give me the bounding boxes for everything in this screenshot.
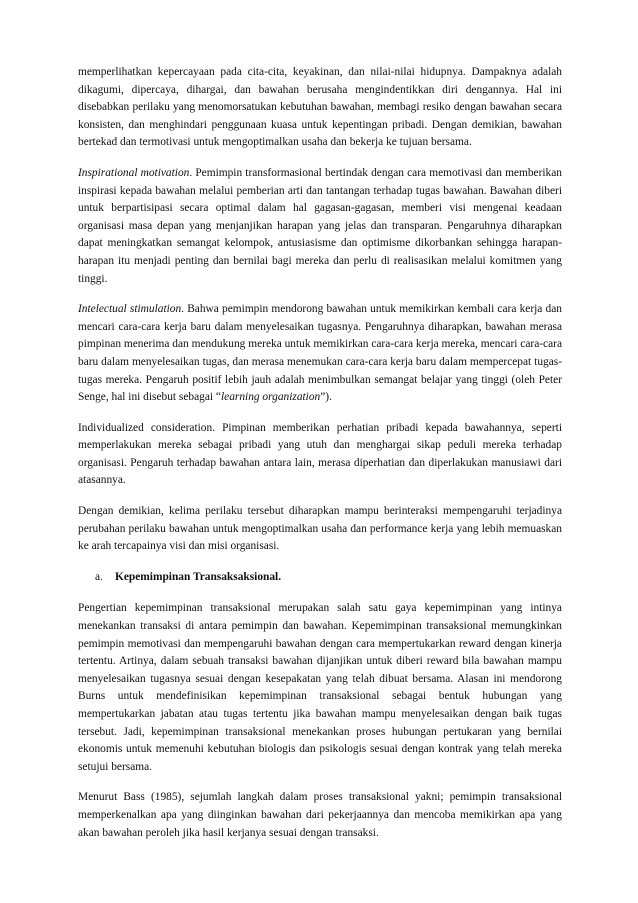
paragraph-conclusion: Dengan demikian, kelima perilaku tersebut diharapkan mampu berinteraksi mempengaruhi terjadinya perubahan perilaku bawahan untuk mengoptimalkan usaha dan performance kerja yang lebih memuaskan ke arah tercapainya visi dan misi organisasi. [78, 505, 562, 553]
paragraph-transactional-definition: Pengertian kepemimpinan transaksional merupakan salah satu gaya kepemimpinan yang intinya menekankan transaksi di antara pemimpin dan bawahan. Kepemimpinan transaksional memungkinkan pemimpin memotivasi dan mempengaruhi bawahan dengan cara mempertukarkan reward dengan kinerja tertentu. Artinya, dalam sebuah transaksi bawahan dijanjikan untuk diberi reward bila bawahan mampu menyelesaikan tugasnya sesuai dengan kesepakatan yang telah dibuat bersama. Alasan ini mendorong Burns untuk mendefinisikan kepemimpinan transaksional sebagai bentuk hubungan yang mempertukarkan jabatan atau tugas tertentu jika bawahan mampu menyelesaikan dengan baik tugas tersebut. Jadi, kepemimpinan transaksional menekankan proses hubungan pertukaran yang bernilai ekonomis untuk memenuhi kebutuhan biologis dan psikologis sesuai dengan kontrak yang telah mereka setujui bersama. [78, 602, 562, 773]
paragraph-inspirational-motivation [78, 165, 562, 288]
section-title: Kepemimpinan Transaksaksional. [115, 570, 282, 583]
term-intellectual-stimulation: Intelectual stimulation [78, 303, 182, 316]
list-marker: a. [95, 570, 103, 583]
section-heading [95, 569, 562, 587]
paragraph-text-end: ”). [320, 391, 332, 404]
paragraph-text: . Pemimpin transformasional bertindak dengan cara memotivasi dan memberikan inspirasi kepada bawahan melalui pemberian arti dan tantangan terhadap tugas bawahan. Bawahan diberi untuk berpartisipasi secara optimal dalam hal gagasan-gagasan, memberi visi mengenai keadaan organisasi masa depan yang menjanjikan harapan yang jelas dan transparan. Pengaruhnya diharapkan dapat meningkatkan semangat kelompok, antusiasisme dan optimisme dikorbankan sehingga harapan-harapan itu menjadi penting dan bernilai bagi mereka dan perlu di realisasikan melalui komitmen yang tinggi. [78, 166, 562, 285]
page-body [78, 64, 562, 855]
paragraph-intellectual-stimulation [78, 301, 562, 407]
paragraph-charisma: memperlihatkan kepercayaan pada cita-cita, keyakinan, dan nilai-nilai hidupnya. Dampaknya adalah dikagumi, dipercaya, dihargai, dan bawahan berusaha mengindentikkan diri dengannya. Hal ini disebabkan perilaku yang menomorsatukan kebutuhan bawahan, membagi resiko dengan bawahan secara konsisten, dan menghindari penggunaan kuasa untuk kepentingan pribadi. Dengan demikian, bawahan bertekad dan termotivasi untuk mengoptimalkan usaha dan bekerja ke tujuan bersama. [78, 66, 562, 149]
term-learning-organization: learning organization [220, 391, 321, 404]
paragraph-individualized-consideration: Individualized consideration. Pimpinan memberikan perhatian pribadi kepada bawahannya, seperti memperlakukan mereka sebagai pribadi yang utuh dan menghargai sikap peduli mereka terhadap organisasi. Pengaruh terhadap bawahan antara lain, merasa diperhatian dan diperlakukan manusiawi dari atasannya. [78, 421, 562, 487]
paragraph-text: . Bahwa pemimpin mendorong bawahan untuk memikirkan kembali cara kerja dan mencari cara-cara kerja baru dalam menyelesaikan tugasnya. Pengaruhnya diharapkan, bawahan merasa pimpinan menerima dan mendukung mereka untuk memikirkan cara-cara kerja mereka, mencari cara-cara baru dalam menyelesaikan tugas, dan merasa menemukan cara-cara kerja baru dalam mempercepat tugas-tugas mereka. Pengaruh positif lebih jauh adalah menimbulkan semangat belajar yang tinggi (oleh Peter Senge, hal ini disebut sebagai “ [78, 303, 562, 404]
paragraph-bass: Menurut Bass (1985), sejumlah langkah dalam proses transaksional yakni; pemimpin transaksional memperkenalkan apa yang diinginkan bawahan dari pekerjaannya dan mencoba memikirkan apa yang akan bawahan peroleh jika hasil kerjanya sesuai dengan transaksi. [78, 791, 562, 839]
term-inspirational-motivation: Inspirational motivation [78, 166, 190, 179]
